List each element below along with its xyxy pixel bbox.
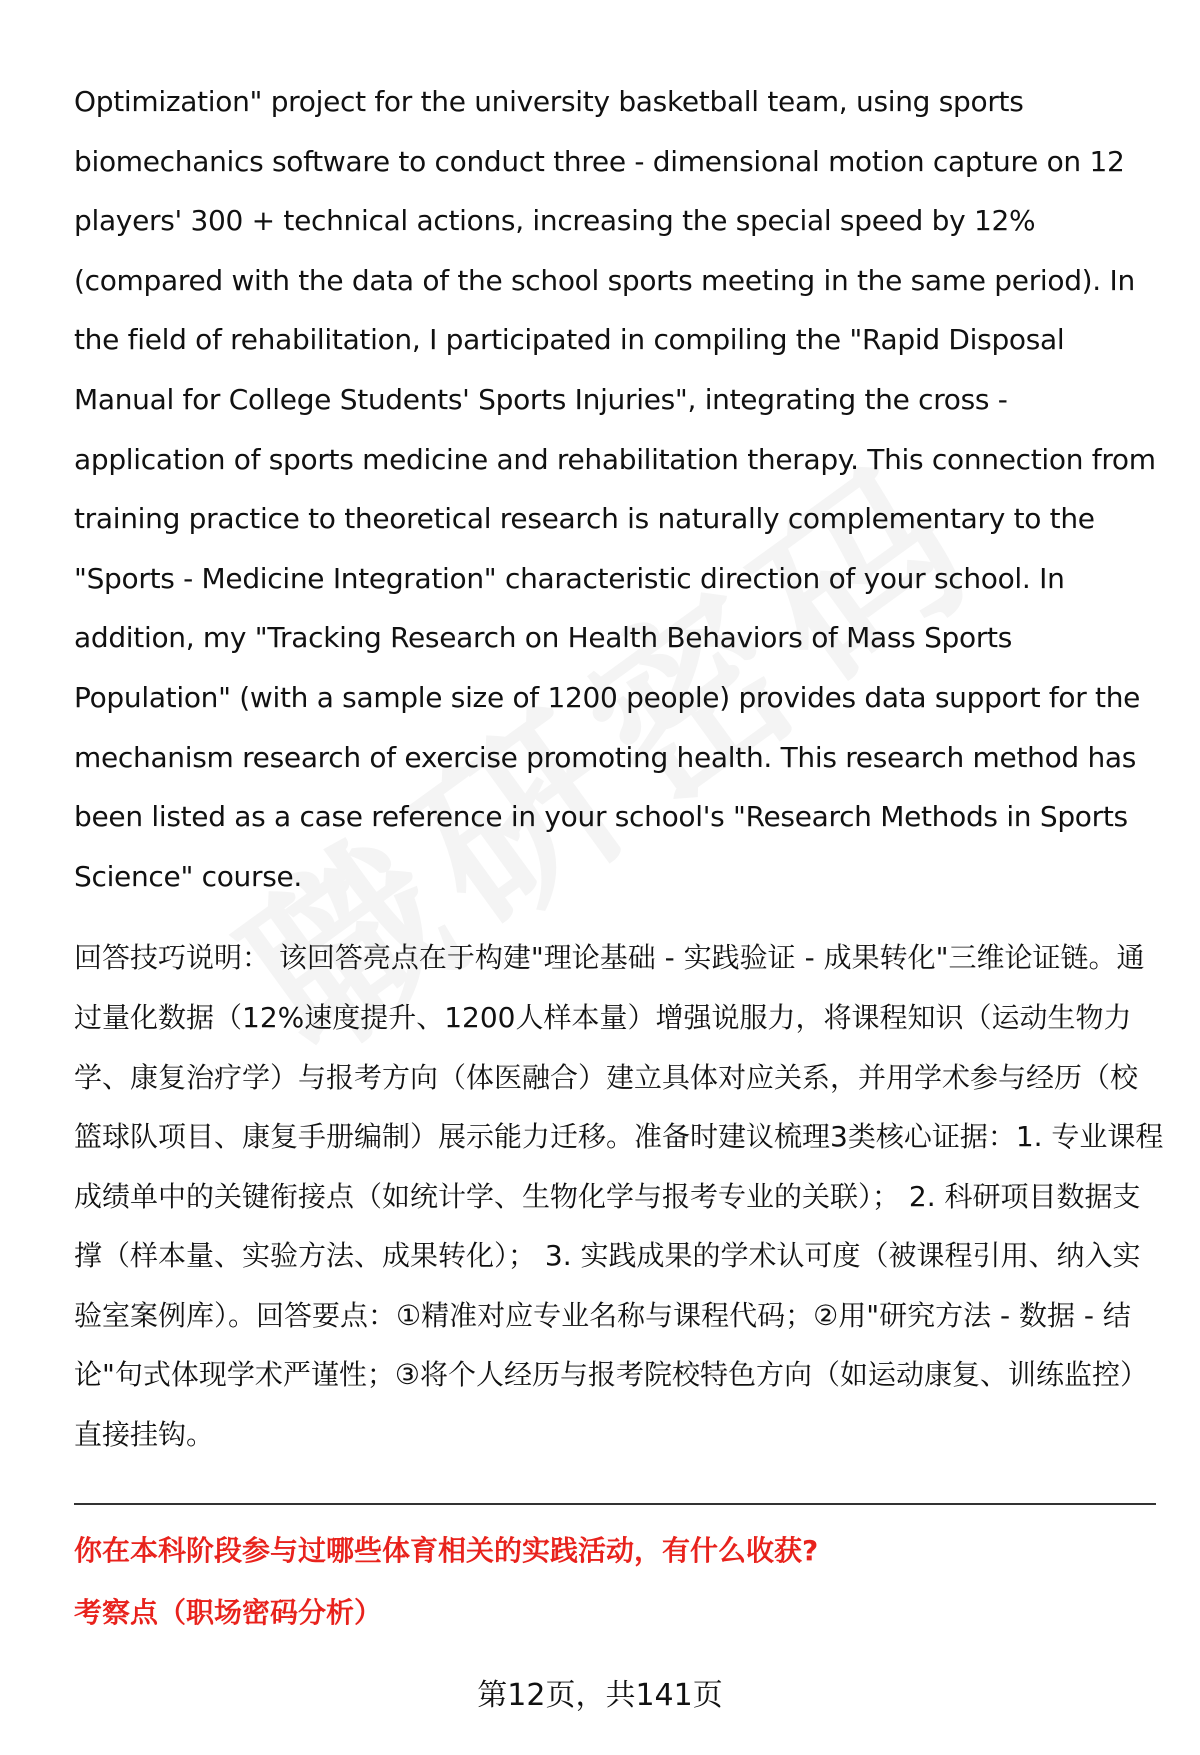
page-content xyxy=(74,72,1164,1633)
english-paragraph: Optimization" project for the university basketball team, using sports biomechanics software to conduct three - dimensional motion capture on 12 players' 300 + technical actions, increasing the special speed by 12% (compared with the data of the school sports meeting in the same period). In the field of rehabilitation, I participated in compiling the "Rapid Disposal Manual for College Students' Sports Injuries", integrating the cross - application of sports medicine and rehabilitation therapy. This connection from training practice to theoretical research is naturally complementary to the "Sports - Medicine Integration" characteristic direction of your school. In addition, my "Tracking Research on Health Behaviors of Mass Sports Population" (with a sample size of 1200 people) provides data support for the mechanism research of exercise promoting health. This research method has been listed as a case reference in your school's "Research Methods in Sports Science" course. xyxy=(74,85,1156,893)
tips-paragraph: 回答技巧说明： 该回答亮点在于构建"理论基础 - 实践验证 - 成果转化"三维论证链。通过量化数据（12%速度提升、1200人样本量）增强说服力，将课程知识（运动生物力学、康复治疗学）与报考方向（体医融合）建立具体对应关系，并用学术参与经历（校篮球队项目、康复手册编制）展示能力迁移。准备时建议梳理3类核心证据：1. 专业课程成绩单中的关键衔接点（如统计学、生物化学与报考专业的关联）； 2. 科研项目数据支撑（样本量、实验方法、成果转化）； 3. 实践成果的学术认可度（被课程引用、纳入实验室案例库）。回答要点：①精准对应专业名称与课程代码；②用"研究方法 - 数据 - 结论"句式体现学术严谨性；③将个人经历与报考院校特色方向（如运动康复、训练监控）直接挂钩。 xyxy=(74,941,1164,1452)
check-point-heading: 考察点（职场密码分析） xyxy=(74,1595,383,1629)
question-heading: 你在本科阶段参与过哪些体育相关的实践活动，有什么收获? xyxy=(74,1533,819,1567)
section-divider xyxy=(74,1503,1156,1505)
page-indicator: 第12页，共141页 xyxy=(477,1678,723,1713)
